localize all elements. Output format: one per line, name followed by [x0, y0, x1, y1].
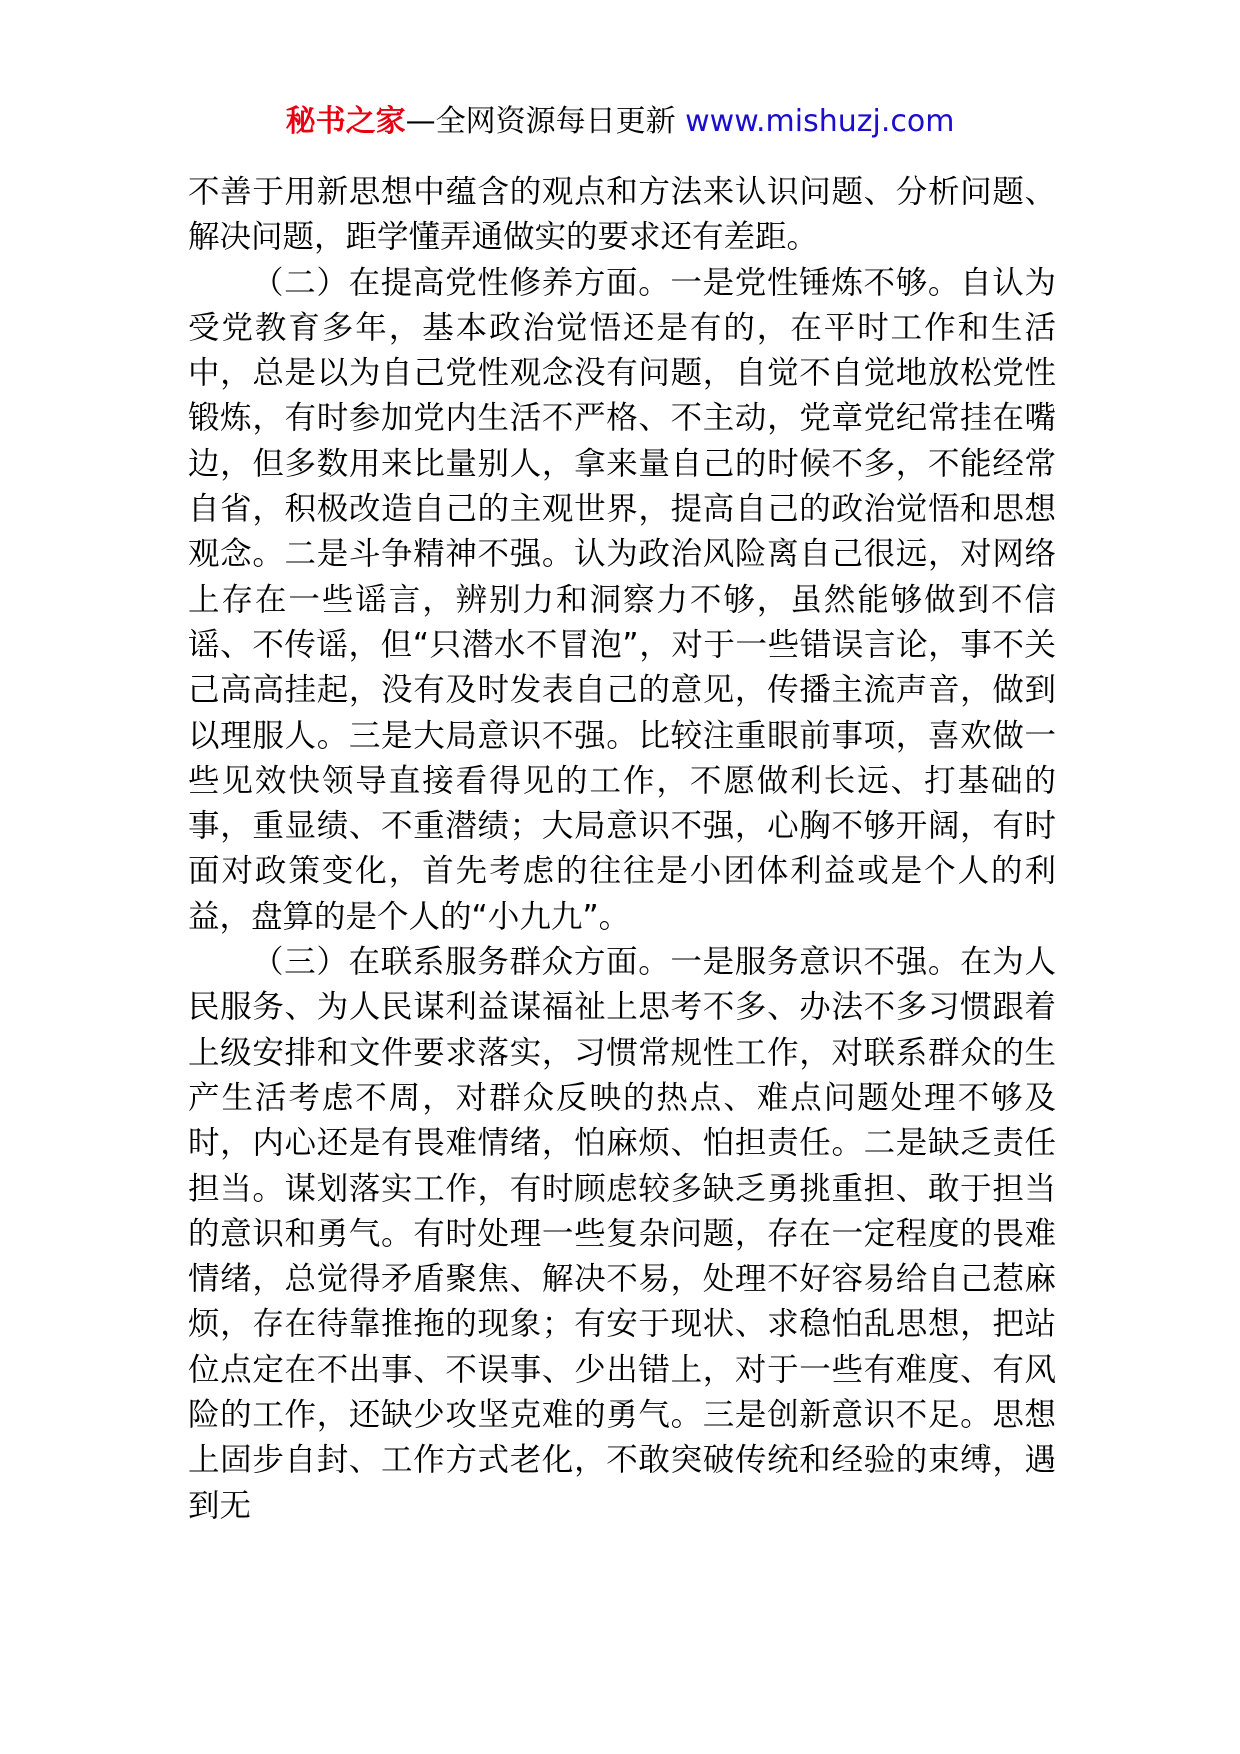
- document-body: [188, 170, 1056, 1529]
- page-header: [0, 100, 1240, 144]
- paragraph-party-spirit: （二）在提高党性修养方面。一是党性锤炼不够。自认为受党教育多年，基本政治觉悟还是有的，在平时工作和生活中，总是以为自己党性观念没有问题，自觉不自觉地放松党性锻炼，有时参加党内生活不严格、不主动，党章党纪常挂在嘴边，但多数用来比量别人，拿来量自己的时候不多，不能经常自省，积极改造自己的主观世界，提高自己的政治觉悟和思想观念。二是斗争精神不强。认为政治风险离自己很远，对网络上存在一些谣言，辨别力和洞察力不够，虽然能够做到不信谣、不传谣，但“只潜水不冒泡”，对于一些错误言论，事不关己高高挂起，没有及时发表自己的意见，传播主流声音，做到以理服人。三是大局意识不强。比较注重眼前事项，喜欢做一些见效快领导直接看得见的工作，不愿做利长远、打基础的事，重显绩、不重潜绩；大局意识不强，心胸不够开阔，有时面对政策变化，首先考虑的往往是小团体利益或是个人的利益，盘算的是个人的“小九九”。: [188, 264, 1056, 935]
- paragraph-serving-masses: （三）在联系服务群众方面。一是服务意识不强。在为人民服务、为人民谋利益谋福祉上思考不多、办法不多习惯跟着上级安排和文件要求落实，习惯常规性工作，对联系群众的生产生活考虑不周，对群众反映的热点、难点问题处理不够及时，内心还是有畏难情绪，怕麻烦、怕担责任。二是缺乏责任担当。谋划落实工作，有时顾虑较多缺乏勇挑重担、敢于担当的意识和勇气。有时处理一些复杂问题，存在一定程度的畏难情绪，总觉得矛盾聚焦、解决不易，处理不好容易给自己惹麻烦，存在待靠推拖的现象；有安于现状、求稳怕乱思想，把站位点定在不出事、不误事、少出错上，对于一些有难度、有风险的工作，还缺少攻坚克难的勇气。三是创新意识不足。思想上固步自封、工作方式老化，不敢突破传统和经验的束缚，遇到无: [188, 944, 1056, 1524]
- header-site-link[interactable]: www.mishuzj.com: [685, 104, 955, 139]
- header-tagline: —全网资源每日更新: [405, 104, 676, 139]
- header-brand: 秘书之家: [285, 104, 406, 139]
- paragraph-continuation: 不善于用新思想中蕴含的观点和方法来认识问题、分析问题、解决问题，距学懂弄通做实的要求还有差距。: [188, 174, 1056, 256]
